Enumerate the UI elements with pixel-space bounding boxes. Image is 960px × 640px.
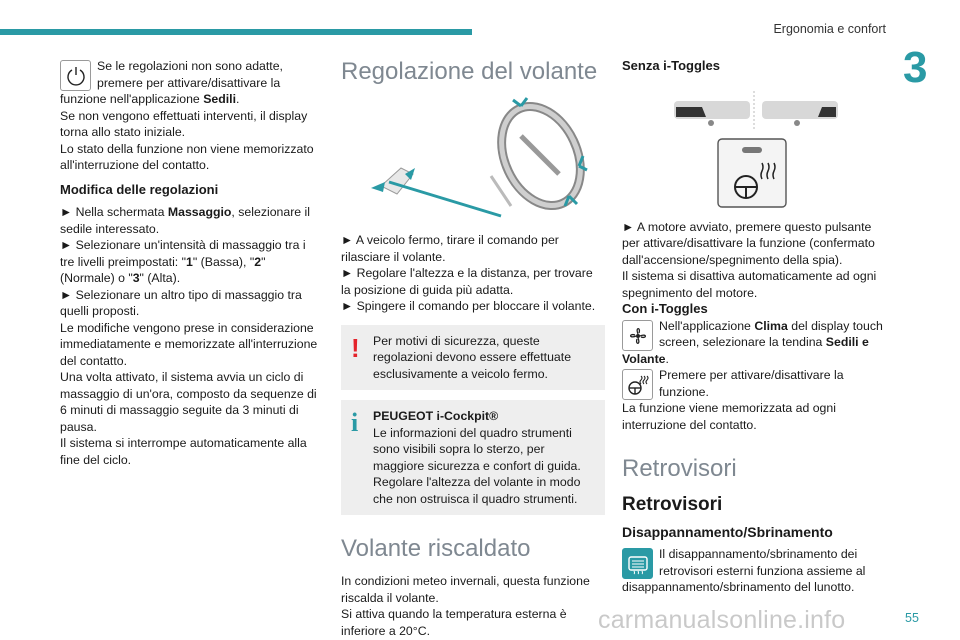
text: Nell'applicazione [659,318,755,333]
level: 1 [186,254,193,269]
paragraph: La funzione viene memorizzata ad ogni interruzione del contatto. [622,401,836,432]
itoggles-step [622,367,888,400]
level: 2 [254,254,262,269]
tab-name: Sedili e Volante [622,335,869,366]
heading-mirrors: Retrovisori [622,455,737,482]
power-button-icon [60,60,91,91]
text: " (Alta). [139,271,181,285]
info-text: Regolare l'altezza del volante in modo che non ostruisca il quadro strumenti. [373,475,581,506]
paragraph: Lo stato della funzione non viene memorizzato all'interruzione del contatto. [60,141,314,172]
bullet: ► A motore avviato, premere questo pulsante per attivare/disattivare la funzione (confermato dall'accensione/spegnimento della spia). [622,219,875,267]
section-title: Ergonomia e confort [773,22,886,36]
steering-wheel-illustration [341,96,605,218]
warning-note [341,325,605,391]
page-number: 55 [905,611,919,625]
level: 3 [132,271,140,285]
column-1 [60,58,322,468]
rear-defrost-icon [622,548,653,579]
text: . [236,92,240,106]
heated-wheel-button-illustration [622,81,888,209]
paragraph: Se non vengono effettuati interventi, il display torna allo stato iniziale. [60,108,308,139]
text: " (Bassa), " [192,254,255,269]
text: ► Selezionare un'intensità di massaggio tra i tre livelli preimpostati: " [60,238,306,269]
heated-wheel-icon [622,369,653,400]
bullet [60,237,322,287]
bullet: ► Spingere il comando per bloccare il volante. [341,299,596,313]
paragraph: Il sistema si interrompe automaticamente alla fine del ciclo. [60,436,307,467]
paragraph: In condizioni meteo invernali, questa funzione riscalda il volante. [341,574,590,605]
text: Il disappannamento/sbrinamento dei retrovisori esterni funziona assieme al disappannamento/sbrinamento del lunotto. [622,547,866,594]
screen-name: Massaggio [167,205,232,219]
subheading-mirrors: Retrovisori [622,494,723,515]
text: " (Normale) o " [60,254,266,285]
paragraph: Una volta attivato, il sistema avvia un ciclo di massaggio di un'ora, composto da sequenze di 6 minuti di massaggio seguite da 3 minuti di pausa. [60,370,317,434]
watermark: carmanualsonline.info [598,606,846,634]
itoggles-step [622,318,888,368]
app-name: Clima [754,318,788,333]
subheading-with-itoggles: Con i-Toggles [622,301,708,316]
text: . [665,351,669,366]
paragraph: Le modifiche vengono prese in considerazione immediatamente e memorizzate all'interruzione del contatto. [60,320,318,368]
warning-text: Per motivi di sicurezza, queste regolazioni devono essere effettuate esclusivamente a veicolo fermo. [373,333,572,381]
bullet: ► Selezionare un altro tipo di massaggio tra quelli proposti. [60,287,302,318]
text: Premere per attivare/disattivare la funzione. [659,368,844,399]
bullet [60,204,322,237]
subheading-without-itoggles: Senza i-Toggles [622,58,720,73]
fan-icon [622,320,653,351]
info-title: PEUGEOT i-Cockpit® [373,409,499,423]
subheading: Modifica delle regolazioni [60,181,219,197]
text: , selezionare il sedile interessato. [60,205,311,236]
column-2 [341,54,605,639]
chapter-number: 3 [903,43,928,92]
paragraph: Il sistema si disattiva automaticamente ad ogni spegnimento del motore. [622,269,877,300]
heading-steering-adjust: Regolazione del volante [341,58,598,85]
info-note [341,400,605,515]
heading-heated-steering: Volante riscaldato [341,535,531,562]
warning-icon: ! [351,332,360,363]
column-3 [622,58,888,596]
header-accent-bar [0,29,472,35]
bullet: ► Regolare l'altezza e la distanza, per trovare la posizione di guida più adatta. [341,266,593,297]
text: del display touch screen, selezionare la tendina [659,318,883,349]
bullet: ► A veicolo fermo, tirare il comando per rilasciare il volante. [341,233,559,264]
subheading-defrost: Disappannamento/Sbrinamento [622,523,833,540]
text: ► Nella schermata [60,205,168,219]
text: Se le regolazioni non sono adatte, premere per attivare/disattivare la funzione nell'applicazione [60,59,283,106]
app-name: Sedili [203,92,236,106]
info-text: Le informazioni del quadro strumenti sono visibili sopra lo sterzo, per maggiore sicurezza e confort di guida. [373,425,581,473]
info-icon: i [351,408,359,437]
defrost-paragraph [622,546,888,596]
paragraph: Si attiva quando la temperatura esterna è inferiore a 20°C. [341,607,567,638]
power-paragraph [60,58,322,108]
